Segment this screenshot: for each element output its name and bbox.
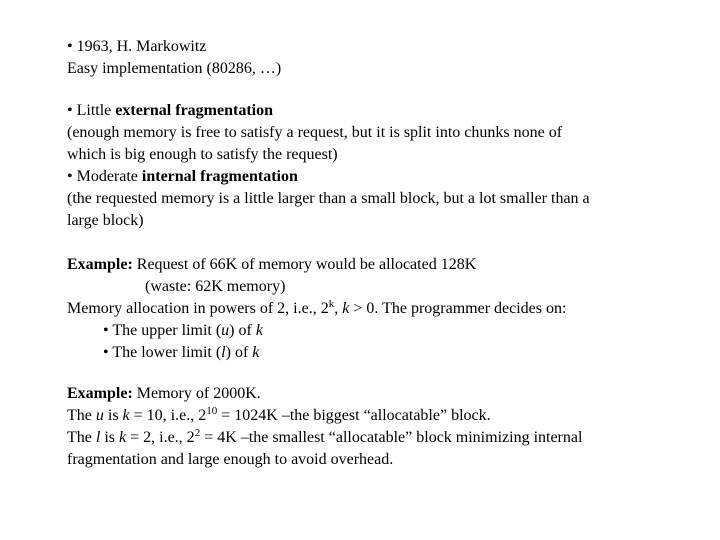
l-rest: = 4K –the smallest “allocatable” block minimizing internal [200, 429, 583, 446]
powers-variable: k [342, 300, 350, 317]
u-variable: u [95, 407, 104, 424]
internal-description-2: large block) [67, 212, 144, 229]
example-1-waste: (waste: 62K memory) [145, 278, 286, 295]
u-superscript: 10 [206, 405, 218, 417]
external-description-2: which is big enough to satisfy the request) [67, 146, 338, 163]
powers-superscript: k [328, 298, 335, 310]
example-1-text: Request of 66K of memory would be allocated 128K [132, 256, 477, 273]
l-equation: = 2, i.e., 2 [126, 429, 195, 446]
example-1-label: Example: [67, 256, 133, 273]
lower-mid: ) of [225, 344, 253, 361]
powers-separator: , [334, 300, 343, 317]
l-prefix: The [67, 429, 96, 446]
example-1-heading [67, 254, 687, 276]
internal-prefix: • Moderate [67, 168, 142, 185]
lower-limit-example-continued: fragmentation and large enough to avoid overhead. [67, 451, 394, 468]
u-prefix: The [67, 407, 96, 424]
lower-k: k [252, 344, 260, 361]
u-equation: = 10, i.e., 2 [129, 407, 207, 424]
l-is: is [100, 429, 119, 446]
external-description-1: (enough memory is free to satisfy a request, but it is split into chunks none of [67, 124, 563, 141]
powers-prefix: Memory allocation in powers of 2, i.e., 2 [67, 300, 329, 317]
upper-limit-example [67, 405, 687, 427]
u-k: k [122, 407, 130, 424]
internal-fragmentation-term: internal fragmentation [141, 168, 298, 185]
example-2-text: Memory of 2000K. [132, 385, 261, 402]
upper-prefix: • The upper limit ( [103, 322, 222, 339]
lower-variable: l [221, 344, 226, 361]
upper-k: k [255, 322, 263, 339]
example-2-label: Example: [67, 385, 133, 402]
external-fragmentation-term: external fragmentation [115, 102, 273, 119]
external-prefix: • Little [67, 102, 116, 119]
upper-mid: ) of [229, 322, 256, 339]
l-k: k [119, 429, 127, 446]
u-rest: = 1024K –the biggest “allocatable” block. [217, 407, 491, 424]
internal-fragmentation-bullet [67, 166, 687, 188]
lower-limit-example [67, 427, 687, 449]
upper-variable: u [221, 322, 230, 339]
u-is: is [103, 407, 123, 424]
upper-limit-bullet [67, 320, 687, 342]
l-superscript: 2 [194, 427, 201, 439]
slide-content [67, 36, 687, 471]
l-variable: l [95, 429, 101, 446]
intro-line-1: • 1963, H. Markowitz [67, 38, 207, 55]
example-2-heading [67, 383, 687, 405]
lower-limit-bullet [67, 342, 687, 364]
lower-prefix: • The lower limit ( [103, 344, 222, 361]
internal-description-1: (the requested memory is a little larger than a small block, but a lot smaller than a [67, 190, 590, 207]
intro-line-2: Easy implementation (80286, …) [67, 60, 282, 77]
external-fragmentation-bullet [67, 100, 687, 122]
powers-suffix: > 0. The programmer decides on: [349, 300, 567, 317]
powers-of-two-line [67, 298, 687, 320]
